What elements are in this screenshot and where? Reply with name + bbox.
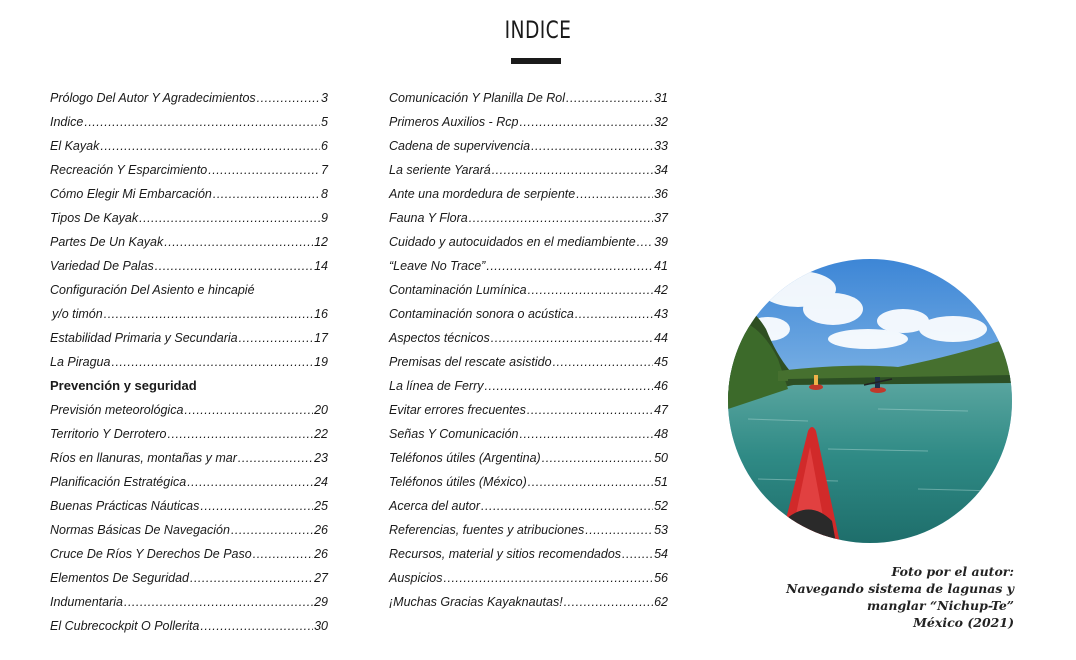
toc-entry-label: Primeros Auxilios - Rcp [389,115,519,129]
toc-entry[interactable] [389,350,668,374]
toc-entry-page: 54 [654,547,668,561]
toc-entry[interactable] [50,614,328,638]
toc-column-right [389,86,668,614]
toc-entry[interactable] [50,110,328,134]
toc-entry[interactable] [389,110,668,134]
toc-entry-label: Cruce De Ríos Y Derechos De Paso [50,547,252,561]
leader-dots [231,518,313,542]
toc-entry[interactable] [389,230,668,254]
toc-entry[interactable] [389,134,668,158]
toc-entry-label: Recursos, material y sitios recomendados [389,547,622,561]
toc-entry-label: Recreación Y Esparcimiento [50,163,208,177]
leader-dots [168,422,314,446]
toc-entry-label: La línea de Ferry [389,379,484,393]
toc-entry[interactable] [50,542,328,566]
toc-entry-page: 16 [314,307,328,321]
toc-entry-page: 32 [654,115,668,129]
toc-entry[interactable] [389,278,668,302]
toc-entry[interactable] [50,326,328,350]
toc-entry-label: Teléfonos útiles (México) [389,475,527,489]
leader-dots [469,206,653,230]
toc-entry-page: 3 [321,91,328,105]
photo-caption [786,563,1014,631]
toc-entry-label: Indice [50,115,84,129]
leader-dots [564,590,653,614]
leader-dots [164,230,313,254]
leader-dots [491,326,653,350]
toc-entry-page: 46 [654,379,668,393]
toc-entry-page: 30 [314,619,328,633]
toc-entry-label: Referencias, fuentes y atribuciones [389,523,585,537]
toc-entry-page: 26 [314,547,328,561]
caption-line: Navegando sistema de lagunas y [786,581,1014,596]
leader-dots [213,182,320,206]
leader-dots [187,470,313,494]
leader-dots [531,134,653,158]
leader-dots [585,518,653,542]
toc-entry[interactable] [389,158,668,182]
toc-entry-label: Auspicios [389,571,443,585]
toc-entry[interactable] [50,422,328,446]
toc-entry-label: La seriente Yarará [389,163,491,177]
leader-dots [486,254,653,278]
toc-entry-page: 27 [314,571,328,585]
toc-entry-label: Cuidado y autocuidados en el mediambiente [389,235,636,249]
toc-entry[interactable] [50,590,328,614]
toc-entry-label: Indumentaria [50,595,123,609]
toc-entry[interactable] [389,254,668,278]
toc-entry-page: 9 [321,211,328,225]
toc-entry-label: La Piragua [50,355,111,369]
toc-entry-label: El Kayak [50,139,100,153]
toc-entry-page: 47 [654,403,668,417]
toc-entry-label: Acerca del autor [389,499,481,513]
toc-entry-label: Ante una mordedura de serpiente [389,187,576,201]
toc-entry[interactable] [50,206,328,230]
toc-entry-page: 14 [314,259,328,273]
photo-illustration [728,259,1012,543]
leader-dots [257,86,320,110]
toc-entry-label: Variedad De Palas [50,259,154,273]
toc-entry[interactable] [50,182,328,206]
toc-entry-label: Prólogo Del Autor Y Agradecimientos [50,91,256,105]
leader-dots [239,326,314,350]
leader-dots [492,158,653,182]
toc-entry[interactable] [50,158,328,182]
toc-entry-page: 19 [314,355,328,369]
toc-entry[interactable] [50,254,328,278]
toc-entry[interactable] [50,302,328,326]
toc-entry[interactable] [389,494,668,518]
caption-line: manglar “Nichup-Te” [867,598,1014,613]
toc-entry-page: 31 [654,91,668,105]
toc-entry-label: Cómo Elegir Mi Embarcación [50,187,212,201]
toc-entry[interactable] [50,446,328,470]
page-title: INDICE [504,16,572,44]
toc-entry-page: 48 [654,427,668,441]
leader-dots [444,566,654,590]
toc-entry-label: Tipos De Kayak [50,211,139,225]
toc-entry[interactable] [389,398,668,422]
toc-entry[interactable] [389,422,668,446]
toc-entry[interactable] [50,86,328,110]
toc-entry[interactable] [389,446,668,470]
caption-line: México (2021) [913,615,1014,630]
leader-dots [637,230,653,254]
toc-section-label: Prevención y seguridad [50,378,197,393]
toc-entry-page: 37 [654,211,668,225]
leader-dots [527,398,653,422]
leader-dots [576,182,653,206]
toc-entry-label: Fauna Y Flora [389,211,468,225]
toc-entry-label: Premisas del rescate asistido [389,355,552,369]
toc-entry[interactable] [50,494,328,518]
leader-dots [481,494,653,518]
toc-entry-label: Ríos en llanuras, montañas y mar [50,451,237,465]
toc-entry-page: 6 [321,139,328,153]
leader-dots [519,422,653,446]
toc-entry-page: 5 [321,115,328,129]
toc-entry-page: 20 [314,403,328,417]
toc-entry-label: Previsión meteorológica [50,403,184,417]
toc-entry-page: 53 [654,523,668,537]
toc-entry[interactable] [389,182,668,206]
toc-entry-label: Elementos De Seguridad [50,571,189,585]
toc-entry[interactable] [389,542,668,566]
toc-entry-label: “Leave No Trace” [389,259,486,273]
toc-entry-page: 51 [654,475,668,489]
toc-entry[interactable] [389,590,668,614]
leader-dots [485,374,654,398]
toc-entry[interactable] [389,86,668,110]
leader-dots [528,470,653,494]
toc-entry-label: Configuración Del Asiento e hincapié [50,283,255,297]
toc-entry-page: 7 [321,163,328,177]
toc-entry[interactable] [50,470,328,494]
toc-entry-page: 25 [314,499,328,513]
toc-entry-page: 52 [654,499,668,513]
toc-entry[interactable] [389,326,668,350]
toc-entry-label: ¡Muchas Gracias Kayaknautas! [389,595,563,609]
toc-entry-page: 44 [654,331,668,345]
toc-entry-page: 24 [314,475,328,489]
toc-entry[interactable] [50,134,328,158]
leader-dots [575,302,653,326]
toc-entry[interactable] [389,566,668,590]
toc-entry-label: Contaminación sonora o acústica [389,307,574,321]
toc-entry[interactable] [50,350,328,374]
toc-entry-page: 41 [654,259,668,273]
toc-entry-page: 8 [321,187,328,201]
toc-entry-label: Señas Y Comunicación [389,427,519,441]
toc-entry[interactable] [50,518,328,542]
toc-entry-page: 39 [654,235,668,249]
leader-dots [84,110,320,134]
toc-entry-label: Normas Básicas De Navegación [50,523,230,537]
toc-entry-page: 36 [654,187,668,201]
leader-dots [200,494,313,518]
leader-dots [208,158,320,182]
toc-entry-page: 62 [654,595,668,609]
toc-entry-page: 50 [654,451,668,465]
toc-entry-page: 42 [654,283,668,297]
toc-entry[interactable] [50,398,328,422]
toc-entry[interactable] [50,566,328,590]
leader-dots [139,206,320,230]
leader-dots [124,590,313,614]
leader-dots [622,542,653,566]
leader-dots [238,446,313,470]
leader-dots [104,302,313,326]
toc-entry-label: Estabilidad Primaria y Secundaria [50,331,238,345]
toc-entry-label: Contaminación Lumínica [389,283,527,297]
toc-entry-label: y/o timón [52,307,103,321]
toc-entry[interactable] [389,470,668,494]
leader-dots [184,398,313,422]
leader-dots [566,86,653,110]
toc-entry-label: Evitar errores frecuentes [389,403,526,417]
toc-entry-label: Aspectos técnicos [389,331,490,345]
leader-dots [190,566,313,590]
toc-entry[interactable] [389,374,668,398]
leader-dots [519,110,653,134]
toc-entry-page: 17 [314,331,328,345]
toc-entry-label: Comunicación Y Planilla De Rol [389,91,566,105]
toc-entry-page: 22 [314,427,328,441]
leader-dots [253,542,313,566]
kayak-lagoon-photo [728,259,1012,543]
toc-section-heading [50,374,328,398]
toc-entry-page: 45 [654,355,668,369]
toc-entry-page: 34 [654,163,668,177]
leader-dots [553,350,654,374]
leader-dots [100,134,320,158]
leader-dots [542,446,653,470]
toc-entry[interactable] [389,206,668,230]
leader-dots [200,614,313,638]
leader-dots [155,254,313,278]
toc-entry-label: Territorio Y Derrotero [50,427,167,441]
toc-entry-label: Cadena de supervivencia [389,139,531,153]
toc-entry-page: 56 [654,571,668,585]
title-underline [511,58,561,64]
toc-entry[interactable] [389,302,668,326]
toc-entry-label: Partes De Un Kayak [50,235,164,249]
leader-dots [528,278,654,302]
toc-entry[interactable] [50,278,328,302]
leader-dots [111,350,313,374]
toc-entry[interactable] [50,230,328,254]
toc-entry-page: 43 [654,307,668,321]
toc-entry-page: 26 [314,523,328,537]
toc-entry-page: 23 [314,451,328,465]
toc-entry-label: Teléfonos útiles (Argentina) [389,451,541,465]
toc-entry[interactable] [389,518,668,542]
toc-entry-page: 33 [654,139,668,153]
caption-line: Foto por el autor: [891,564,1014,579]
toc-column-left [50,86,328,638]
toc-entry-label: Buenas Prácticas Náuticas [50,499,200,513]
toc-entry-label: El Cubrecockpit O Pollerita [50,619,200,633]
toc-entry-label: Planificación Estratégica [50,475,187,489]
toc-entry-page: 29 [314,595,328,609]
toc-entry-page: 12 [314,235,328,249]
